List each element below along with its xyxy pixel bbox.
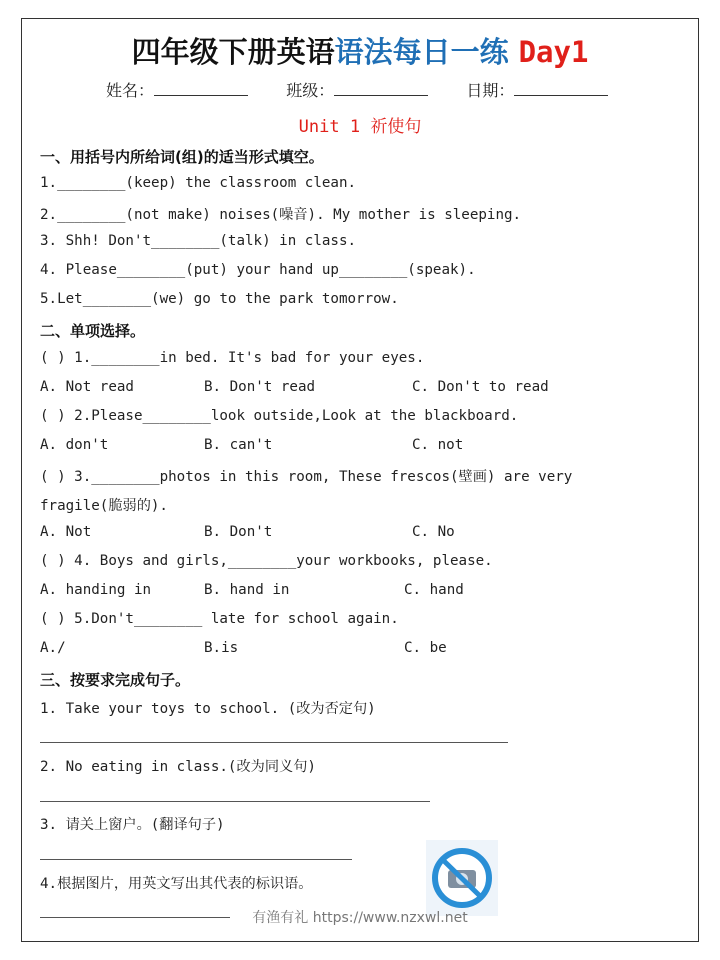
answer-line-2[interactable] [40,800,430,802]
title-grade: 四年级下册英语 [131,35,335,69]
choice-q3-stem: ( ) 3.________photos in this room, These frescos(壁画) are very [40,469,573,485]
class-blank[interactable] [334,81,428,96]
name-label: 姓名： [106,81,155,100]
fill-item-4: 4. Please________(put) your hand up________(speak). [40,262,476,278]
title-day: Day1 [518,35,589,69]
choice-q1-option-c: C. Don't to read [412,379,549,395]
choice-q5-stem: ( ) 5.Don't________ late for school again. [40,611,399,627]
fill-item-3: 3. Shh! Don't________(talk) in class. [40,233,357,249]
choice-q5-option-c: C. be [404,640,447,656]
section2-heading: 二、单项选择。 [40,322,146,340]
date-blank[interactable] [514,81,608,96]
title-practice: 语法每日一练 [334,35,509,69]
choice-q4-option-a: A. handing in [40,582,152,598]
choice-q2-option-c: C. not [412,437,464,453]
choice-q3-option-b: B. Don't [204,524,273,540]
sentence-task-1: 1. Take your toys to school. (改为否定句) [40,701,376,717]
page-title [0,30,720,71]
date-label: 日期： [466,81,515,100]
choice-q5-option-b: B.is [204,640,239,656]
answer-line-1[interactable] [40,741,508,743]
name-blank[interactable] [154,81,248,96]
choice-q2-option-a: A. don't [40,437,109,453]
watermark: 有渔有礼 https://www.nzxwl.net [252,910,468,926]
choice-q1-option-a: A. Not read [40,379,134,395]
choice-q3-stem-cont: fragile(脆弱的). [40,498,168,514]
choice-q4-option-c: C. hand [404,582,464,598]
unit-heading: Unit 1 祈使句 [298,117,422,137]
student-info-row [106,78,608,101]
sentence-task-2: 2. No eating in class.(改为同义句) [40,759,316,775]
choice-q3-option-a: A. Not [40,524,92,540]
choice-q5-option-a: A./ [40,640,66,656]
no-photography-sign-icon [426,840,498,916]
sentence-task-4: 4.根据图片，用英文写出其代表的标识语。 [40,876,313,892]
class-label: 班级： [286,81,335,100]
fill-item-1: 1.________(keep) the classroom clean. [40,175,357,191]
choice-q2-stem: ( ) 2.Please________look outside,Look at the blackboard. [40,408,519,424]
choice-q4-option-b: B. hand in [204,582,290,598]
fill-item-5: 5.Let________(we) go to the park tomorrow. [40,291,399,307]
section3-heading: 三、按要求完成句子。 [40,671,191,689]
choice-q1-option-b: B. Don't read [204,379,316,395]
section1-heading: 一、用括号内所给词(组)的适当形式填空。 [40,148,324,166]
sentence-task-3: 3. 请关上窗户。(翻译句子) [40,817,225,833]
choice-q2-option-b: B. can't [204,437,273,453]
answer-line-3[interactable] [40,858,352,860]
choice-q4-stem: ( ) 4. Boys and girls,________your workbooks, please. [40,553,493,569]
choice-q1-stem: ( ) 1.________in bed. It's bad for your eyes. [40,350,425,366]
fill-item-2: 2.________(not make) noises(噪音). My mother is sleeping. [40,207,522,223]
choice-q3-option-c: C. No [412,524,455,540]
